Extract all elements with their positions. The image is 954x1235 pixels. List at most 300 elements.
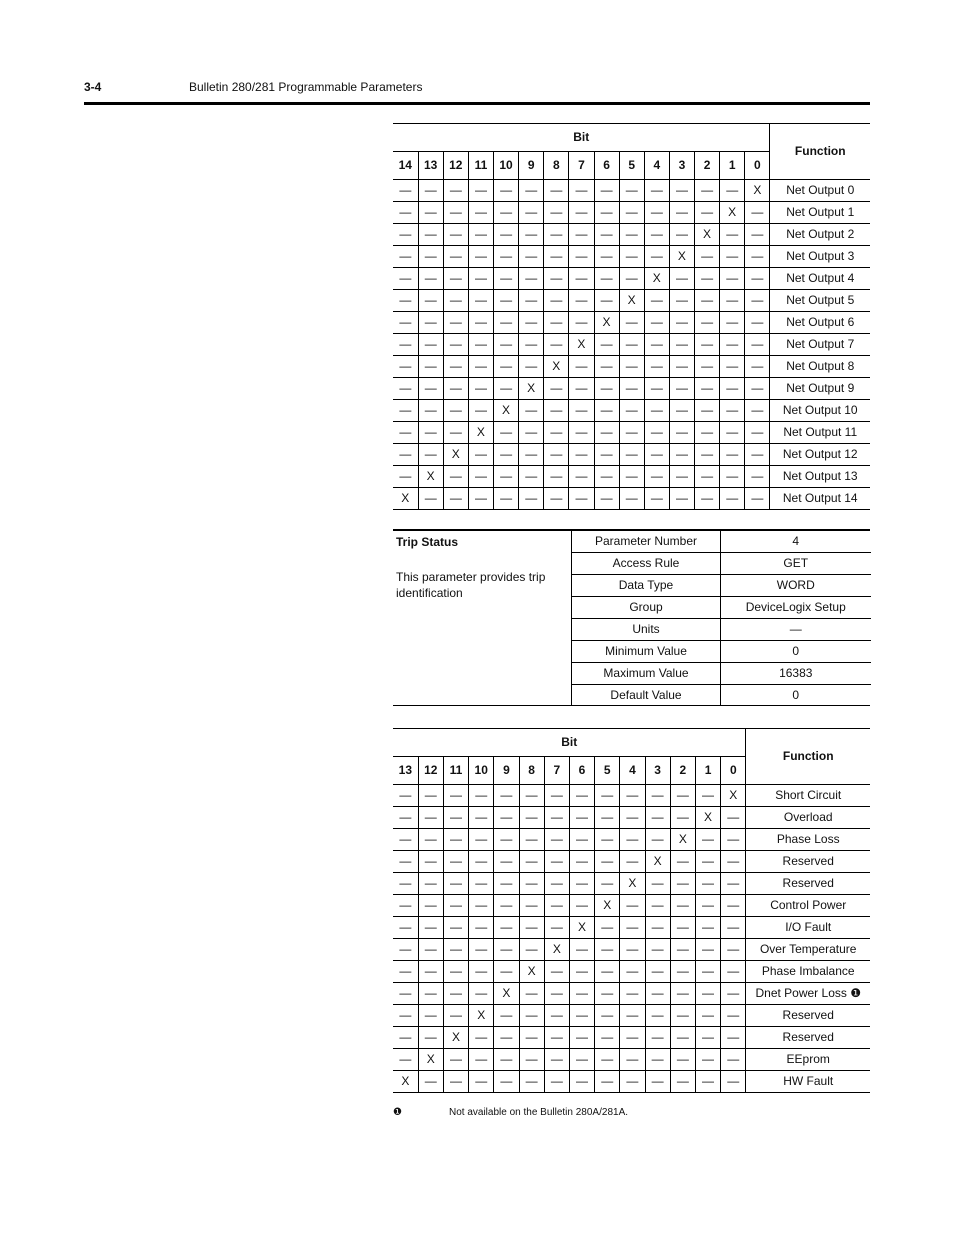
bit-cell: — [494, 1005, 519, 1027]
property-label: Data Type [572, 575, 721, 597]
bit-cell: — [569, 378, 594, 400]
bit-cell: — [393, 873, 418, 895]
bit-cell: — [468, 224, 493, 246]
bit-cell: — [594, 400, 619, 422]
bit-cell: X [669, 246, 694, 268]
bit-cell: — [595, 807, 620, 829]
bit-cell: X [544, 939, 569, 961]
bit-cell: — [669, 268, 694, 290]
bit-cell: — [721, 961, 746, 983]
bit-cell: — [418, 1005, 443, 1027]
property-value: — [721, 619, 871, 641]
bit-cell: — [443, 356, 468, 378]
bit-cell: — [468, 246, 493, 268]
bit-cell: — [544, 785, 569, 807]
bit-cell: — [468, 202, 493, 224]
bit-cell: — [720, 180, 745, 202]
bit-cell: — [469, 917, 494, 939]
bit-cell: — [468, 466, 493, 488]
bit-cell: — [418, 829, 443, 851]
bit-cell: — [644, 180, 669, 202]
bit-cell: — [443, 873, 468, 895]
property-label: Minimum Value [572, 641, 721, 663]
bit-cell: X [393, 1071, 418, 1093]
bit-number: 5 [619, 152, 644, 180]
bit-cell: — [569, 488, 594, 510]
bit-cell: X [544, 356, 569, 378]
bit-cell: — [544, 983, 569, 1005]
bit-cell: — [645, 1027, 670, 1049]
bit-cell: — [595, 851, 620, 873]
bit-cell: — [469, 807, 494, 829]
bit-cell: — [645, 939, 670, 961]
bit-cell: — [443, 180, 468, 202]
property-value: DeviceLogix Setup [721, 597, 871, 619]
bit-cell: — [569, 180, 594, 202]
param-bottom-rule [393, 705, 870, 706]
table-row [393, 851, 870, 873]
bit-cell: — [469, 873, 494, 895]
bit-cell: — [745, 356, 770, 378]
bit-cell: — [620, 1005, 645, 1027]
bit-cell: — [569, 422, 594, 444]
bit-number: 0 [721, 757, 746, 785]
bit-cell: — [494, 444, 519, 466]
bit-number: 13 [393, 757, 418, 785]
bit-cell: — [695, 785, 720, 807]
bit-cell: — [695, 488, 720, 510]
bit-cell: — [393, 378, 418, 400]
bit-cell: X [644, 268, 669, 290]
bit-cell: X [745, 180, 770, 202]
bit-cell: — [418, 202, 443, 224]
bit-cell: — [494, 829, 519, 851]
property-label: Default Value [572, 685, 721, 707]
bit-cell: — [669, 180, 694, 202]
bit-cell: — [594, 224, 619, 246]
bit-cell: — [443, 400, 468, 422]
bit-cell: — [418, 268, 443, 290]
bit-number: 10 [469, 757, 494, 785]
bit-cell: — [595, 873, 620, 895]
bit-cell: — [468, 356, 493, 378]
bit-cell: — [393, 224, 418, 246]
bit-cell: — [720, 444, 745, 466]
bit-cell: — [569, 268, 594, 290]
bit-cell: — [669, 444, 694, 466]
bit-cell: — [544, 829, 569, 851]
bit-cell: — [594, 356, 619, 378]
bit-cell: — [443, 939, 468, 961]
bit-cell: — [619, 378, 644, 400]
bit-cell: — [619, 488, 644, 510]
bit-cell: — [569, 290, 594, 312]
bit-cell: — [745, 334, 770, 356]
table-row [393, 873, 870, 895]
table-row [393, 829, 870, 851]
bit-cell: — [594, 378, 619, 400]
function-cell: EEprom [746, 1049, 870, 1071]
bit-cell: X [695, 224, 720, 246]
bit-cell: — [519, 939, 544, 961]
bit-cell: — [544, 180, 569, 202]
bit-cell: — [544, 444, 569, 466]
bit-cell: — [443, 895, 468, 917]
bit-cell: — [594, 180, 619, 202]
bit-cell: — [721, 851, 746, 873]
bit-cell: — [418, 807, 443, 829]
bit-cell: — [494, 1049, 519, 1071]
bit-cell: — [620, 807, 645, 829]
table-row [393, 290, 870, 312]
bit-cell: — [494, 873, 519, 895]
bit-cell: — [469, 1049, 494, 1071]
bit-cell: — [494, 422, 519, 444]
bit-cell: — [443, 917, 468, 939]
bit-cell: — [721, 983, 746, 1005]
bit-cell: X [494, 400, 519, 422]
bit-cell: — [695, 334, 720, 356]
bit-cell: — [519, 180, 544, 202]
bit-cell: — [418, 983, 443, 1005]
bit-cell: — [569, 356, 594, 378]
bit-cell: — [469, 1071, 494, 1093]
bit-cell: — [695, 1027, 720, 1049]
bit-cell: — [569, 983, 594, 1005]
bit-cell: — [745, 224, 770, 246]
bit-cell: — [670, 1071, 695, 1093]
bit-cell: — [468, 378, 493, 400]
bit-cell: — [418, 961, 443, 983]
bit-cell: — [519, 400, 544, 422]
function-cell: HW Fault [746, 1071, 870, 1093]
bit-cell: — [418, 312, 443, 334]
bit-cell: — [595, 939, 620, 961]
bit-cell: — [619, 180, 644, 202]
bit-cell: — [468, 488, 493, 510]
property-row [572, 597, 871, 619]
function-header: Function [770, 124, 870, 180]
bit-cell: — [620, 851, 645, 873]
bit-cell: — [443, 488, 468, 510]
bit-cell: — [569, 400, 594, 422]
property-value: 16383 [721, 663, 871, 685]
bit-cell: — [469, 1027, 494, 1049]
bit-cell: — [720, 268, 745, 290]
bit-cell: — [619, 246, 644, 268]
bit-cell: — [644, 466, 669, 488]
bit-cell: — [645, 873, 670, 895]
bit-cell: — [519, 1071, 544, 1093]
bit-cell: — [519, 224, 544, 246]
bit-number: 1 [695, 757, 720, 785]
bit-cell: — [443, 290, 468, 312]
bit-cell: — [695, 829, 720, 851]
bit-cell: — [669, 488, 694, 510]
bit-cell: — [544, 851, 569, 873]
bit-cell: — [670, 939, 695, 961]
bit-cell: — [544, 917, 569, 939]
bit-cell: — [393, 290, 418, 312]
bit-cell: X [721, 785, 746, 807]
bit-number: 0 [745, 152, 770, 180]
bit-cell: — [745, 378, 770, 400]
function-cell: Reserved [746, 851, 870, 873]
bit-cell: — [393, 1005, 418, 1027]
bit-cell: — [469, 851, 494, 873]
bit-cell: — [569, 246, 594, 268]
bit-number: 11 [443, 757, 468, 785]
bit-cell: X [670, 829, 695, 851]
page-title: Bulletin 280/281 Programmable Parameters [189, 80, 423, 94]
bit-cell: — [721, 1005, 746, 1027]
header-row [393, 729, 870, 757]
table-row [393, 356, 870, 378]
bit-cell: — [494, 290, 519, 312]
bit-cell: — [443, 378, 468, 400]
bit-cell: — [569, 829, 594, 851]
bit-cell: — [745, 422, 770, 444]
bit-cell: — [721, 917, 746, 939]
bit-cell: — [695, 356, 720, 378]
bit-cell: — [569, 785, 594, 807]
bit-number: 4 [620, 757, 645, 785]
trip-status-bit-table [393, 728, 870, 1093]
bit-cell: — [494, 180, 519, 202]
table-row [393, 334, 870, 356]
footnote-text: Not available on the Bulletin 280A/281A. [449, 1107, 629, 1118]
bit-cell: — [594, 290, 619, 312]
bit-cell: — [720, 224, 745, 246]
bit-cell: — [519, 1005, 544, 1027]
bit-cell: — [519, 807, 544, 829]
bit-cell: — [494, 202, 519, 224]
bit-cell: — [418, 356, 443, 378]
bit-number: 6 [569, 757, 594, 785]
bit-cell: — [720, 246, 745, 268]
bit-cell: — [569, 444, 594, 466]
bit-cell: — [443, 829, 468, 851]
bit-cell: — [443, 312, 468, 334]
bit-number: 14 [393, 152, 418, 180]
bit-cell: — [670, 1027, 695, 1049]
bit-cell: — [695, 290, 720, 312]
bit-cell: — [544, 400, 569, 422]
bit-cell: — [393, 917, 418, 939]
bit-cell: — [670, 785, 695, 807]
function-cell: Net Output 10 [770, 400, 870, 422]
bit-cell: — [745, 312, 770, 334]
bit-cell: — [494, 356, 519, 378]
bit-cell: X [418, 466, 443, 488]
bit-cell: — [569, 939, 594, 961]
bit-number: 9 [494, 757, 519, 785]
bit-cell: — [494, 224, 519, 246]
bit-cell: — [595, 1005, 620, 1027]
bit-cell: — [418, 290, 443, 312]
bit-cell: — [645, 1049, 670, 1071]
function-header: Function [746, 729, 870, 785]
bit-cell: — [595, 1049, 620, 1071]
bit-cell: — [670, 851, 695, 873]
property-value: WORD [721, 575, 871, 597]
bit-cell: — [443, 334, 468, 356]
bit-cell: — [443, 785, 468, 807]
bit-cell: — [519, 312, 544, 334]
bit-cell: — [418, 224, 443, 246]
bit-cell: — [644, 378, 669, 400]
table-row [393, 378, 870, 400]
bit-cell: — [669, 378, 694, 400]
function-cell: Net Output 0 [770, 180, 870, 202]
bit-cell: — [670, 983, 695, 1005]
bit-cell: — [569, 1005, 594, 1027]
bit-cell: — [745, 488, 770, 510]
bit-cell: X [443, 444, 468, 466]
bit-cell: X [720, 202, 745, 224]
bit-cell: — [695, 983, 720, 1005]
table-row [393, 1071, 870, 1093]
param-description-block [396, 535, 566, 601]
bit-cell: — [494, 917, 519, 939]
bit-cell: — [418, 873, 443, 895]
bit-cell: — [695, 1005, 720, 1027]
bit-cell: — [494, 961, 519, 983]
bit-cell: — [418, 334, 443, 356]
bit-header: Bit [393, 729, 746, 757]
function-cell: Net Output 5 [770, 290, 870, 312]
bit-cell: — [443, 268, 468, 290]
bit-cell: — [519, 356, 544, 378]
bit-cell: — [418, 400, 443, 422]
property-label: Parameter Number [572, 531, 721, 553]
bit-cell: — [519, 895, 544, 917]
property-row [572, 531, 871, 553]
bit-cell: — [569, 312, 594, 334]
bit-cell: — [494, 939, 519, 961]
bit-cell: — [443, 466, 468, 488]
bit-cell: — [519, 488, 544, 510]
property-row [572, 685, 871, 707]
bit-cell: — [393, 246, 418, 268]
bit-cell: — [620, 785, 645, 807]
bit-cell: — [669, 422, 694, 444]
bit-cell: — [393, 444, 418, 466]
bit-cell: — [645, 807, 670, 829]
function-cell: Phase Imbalance [746, 961, 870, 983]
bit-cell: — [544, 378, 569, 400]
bit-cell: — [644, 356, 669, 378]
table-row [393, 202, 870, 224]
bit-cell: X [595, 895, 620, 917]
bit-cell: — [595, 917, 620, 939]
table-row [393, 1049, 870, 1071]
bit-cell: — [745, 444, 770, 466]
bit-number: 1 [720, 152, 745, 180]
bit-cell: — [519, 1049, 544, 1071]
bit-cell: — [418, 422, 443, 444]
footnote [393, 1107, 870, 1123]
bit-cell: — [670, 873, 695, 895]
bit-cell: — [393, 851, 418, 873]
table-row [393, 939, 870, 961]
bit-cell: — [720, 378, 745, 400]
bit-cell: — [644, 334, 669, 356]
bit-cell: — [569, 873, 594, 895]
bit-cell: — [569, 224, 594, 246]
bit-cell: — [418, 785, 443, 807]
bit-cell: — [619, 422, 644, 444]
bit-cell: — [720, 334, 745, 356]
bit-cell: — [695, 851, 720, 873]
bit-cell: — [695, 917, 720, 939]
bit-cell: — [720, 422, 745, 444]
bit-cell: — [393, 356, 418, 378]
bit-cell: — [569, 202, 594, 224]
bit-cell: — [595, 785, 620, 807]
bit-cell: — [620, 961, 645, 983]
bit-cell: — [544, 807, 569, 829]
bit-cell: — [393, 829, 418, 851]
bit-cell: — [519, 422, 544, 444]
bit-cell: — [468, 290, 493, 312]
bit-cell: — [544, 422, 569, 444]
bit-cell: — [745, 202, 770, 224]
bit-cell: — [544, 1071, 569, 1093]
bit-cell: — [569, 851, 594, 873]
bit-cell: — [619, 466, 644, 488]
bit-cell: — [670, 807, 695, 829]
bit-cell: — [494, 895, 519, 917]
bit-cell: — [644, 444, 669, 466]
bit-number: 10 [494, 152, 519, 180]
header-rule [84, 102, 870, 105]
param-description: This parameter provides trip identification [396, 570, 546, 600]
property-label: Units [572, 619, 721, 641]
bit-cell: — [494, 851, 519, 873]
bit-cell: — [594, 202, 619, 224]
bit-cell: — [519, 268, 544, 290]
bit-cell: — [669, 290, 694, 312]
bit-cell: — [544, 224, 569, 246]
table-row [393, 895, 870, 917]
bit-number: 3 [669, 152, 694, 180]
bit-cell: — [393, 1049, 418, 1071]
bit-cell: — [418, 488, 443, 510]
property-row [572, 575, 871, 597]
bit-cell: X [695, 807, 720, 829]
bit-cell: — [469, 829, 494, 851]
table-row [393, 224, 870, 246]
bit-cell: — [721, 1049, 746, 1071]
bit-header: Bit [393, 124, 770, 152]
bit-cell: — [695, 961, 720, 983]
property-value: GET [721, 553, 871, 575]
bit-cell: — [644, 488, 669, 510]
bit-cell: — [619, 444, 644, 466]
bit-cell: — [670, 1049, 695, 1071]
bit-cell: — [519, 202, 544, 224]
bit-number: 6 [594, 152, 619, 180]
bit-cell: — [443, 422, 468, 444]
bit-cell: — [695, 895, 720, 917]
bit-cell: — [393, 895, 418, 917]
bit-cell: X [519, 378, 544, 400]
bit-cell: — [418, 939, 443, 961]
bit-number: 8 [544, 152, 569, 180]
bit-cell: X [569, 334, 594, 356]
bit-cell: — [645, 785, 670, 807]
